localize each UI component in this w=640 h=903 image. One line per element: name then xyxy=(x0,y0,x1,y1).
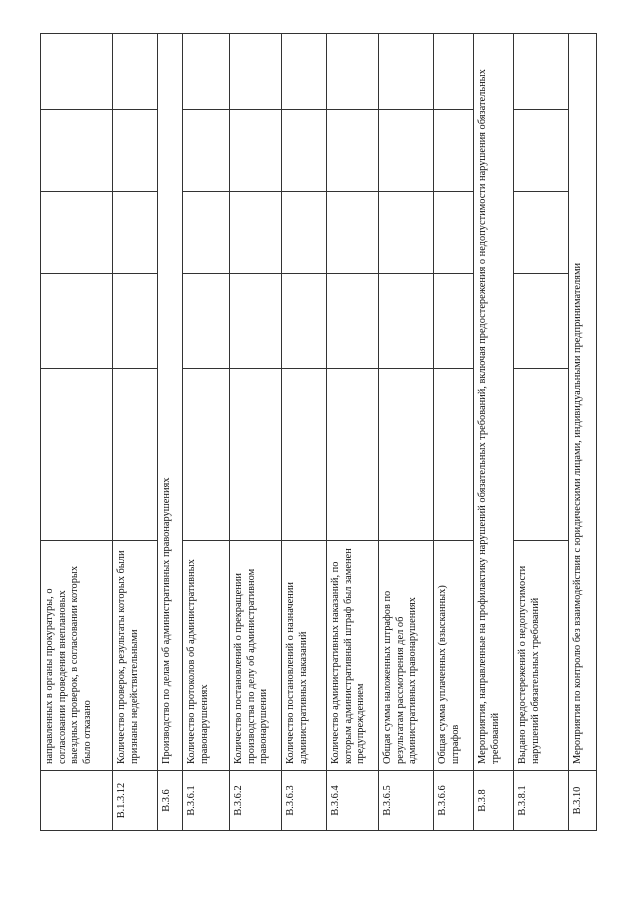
value-cell xyxy=(514,369,569,541)
value-cell xyxy=(434,369,474,541)
row-code: B.1.3.12 xyxy=(113,771,158,831)
value-cell xyxy=(282,369,327,541)
value-cell xyxy=(327,110,379,192)
table-row xyxy=(183,34,230,831)
table-row xyxy=(514,34,569,831)
table-row xyxy=(282,34,327,831)
table-row xyxy=(474,34,514,831)
value-cell xyxy=(379,110,434,192)
table-row xyxy=(327,34,379,831)
value-cell xyxy=(514,274,569,369)
row-code: B.3.6.6 xyxy=(434,771,474,831)
row-name: Общая сумма уплаченных (взысканных) штрафов xyxy=(434,541,474,771)
value-cell xyxy=(514,110,569,192)
value-cell xyxy=(183,192,230,274)
row-name: Количество административных наказаний, по которым административный штраф был заменен предупреждением xyxy=(327,541,379,771)
row-code: B.3.8 xyxy=(474,771,514,831)
value-cell xyxy=(327,369,379,541)
row-code: B.3.10 xyxy=(569,771,597,831)
value-cell xyxy=(379,274,434,369)
value-cell xyxy=(514,34,569,110)
table-row xyxy=(230,34,282,831)
row-name: Количество постановлений о прекращении производства по делу об административном правонарушении xyxy=(230,541,282,771)
value-cell xyxy=(41,274,113,369)
report-table xyxy=(40,33,597,831)
row-name: Количество проверок, результаты которых были признаны недействительными xyxy=(113,541,158,771)
row-name: Выдано предостережений о недопустимости нарушений обязательных требований xyxy=(514,541,569,771)
value-cell xyxy=(282,192,327,274)
value-cell xyxy=(230,274,282,369)
value-cell xyxy=(113,369,158,541)
rotated-table-frame xyxy=(40,34,596,831)
value-cell xyxy=(327,192,379,274)
row-code: B.3.6 xyxy=(158,771,183,831)
row-code: B.3.6.2 xyxy=(230,771,282,831)
row-name: Общая сумма наложенных штрафов по результатам рассмотрения дел об административных правонарушениях xyxy=(379,541,434,771)
value-cell xyxy=(230,192,282,274)
value-cell xyxy=(514,192,569,274)
row-name: Количество постановлений о назначении административных наказаний xyxy=(282,541,327,771)
value-cell xyxy=(434,110,474,192)
value-cell xyxy=(327,274,379,369)
value-cell xyxy=(327,34,379,110)
row-code: B.3.6.4 xyxy=(327,771,379,831)
value-cell xyxy=(113,110,158,192)
value-cell xyxy=(282,274,327,369)
value-cell xyxy=(41,192,113,274)
value-cell xyxy=(434,192,474,274)
row-code: B.3.6.3 xyxy=(282,771,327,831)
value-cell xyxy=(230,369,282,541)
section-heading: Мероприятия по контролю без взаимодействия с юридическими лицами, индивидуальными предпринимателями xyxy=(569,34,597,771)
table-row xyxy=(158,34,183,831)
value-cell xyxy=(113,274,158,369)
value-cell xyxy=(113,192,158,274)
value-cell xyxy=(230,110,282,192)
value-cell xyxy=(183,274,230,369)
row-code: B.3.6.5 xyxy=(379,771,434,831)
value-cell xyxy=(183,34,230,110)
value-cell xyxy=(282,34,327,110)
table-row xyxy=(434,34,474,831)
section-heading: Производство по делам об административных правонарушениях xyxy=(158,34,183,771)
row-code: B.3.8.1 xyxy=(514,771,569,831)
value-cell xyxy=(183,369,230,541)
value-cell xyxy=(379,34,434,110)
table-row xyxy=(113,34,158,831)
value-cell xyxy=(434,274,474,369)
table-row xyxy=(569,34,597,831)
value-cell xyxy=(41,369,113,541)
row-code xyxy=(41,771,113,831)
value-cell xyxy=(41,110,113,192)
value-cell xyxy=(379,369,434,541)
value-cell xyxy=(434,34,474,110)
value-cell xyxy=(230,34,282,110)
table-row xyxy=(41,34,113,831)
row-name: направленных в органы прокуратуры, о согласовании проведения внеплановых выездных проверок, в согласовании которых было отказано xyxy=(41,541,113,771)
value-cell xyxy=(282,110,327,192)
value-cell xyxy=(41,34,113,110)
value-cell xyxy=(379,192,434,274)
row-name: Количество протоколов об административных правонарушениях xyxy=(183,541,230,771)
value-cell xyxy=(113,34,158,110)
table-row xyxy=(379,34,434,831)
row-code: B.3.6.1 xyxy=(183,771,230,831)
value-cell xyxy=(183,110,230,192)
section-heading: Мероприятия, направленные на профилактику нарушений обязательных требований, включая предостережения о недопустимости нарушения обязательных требований xyxy=(474,34,514,771)
